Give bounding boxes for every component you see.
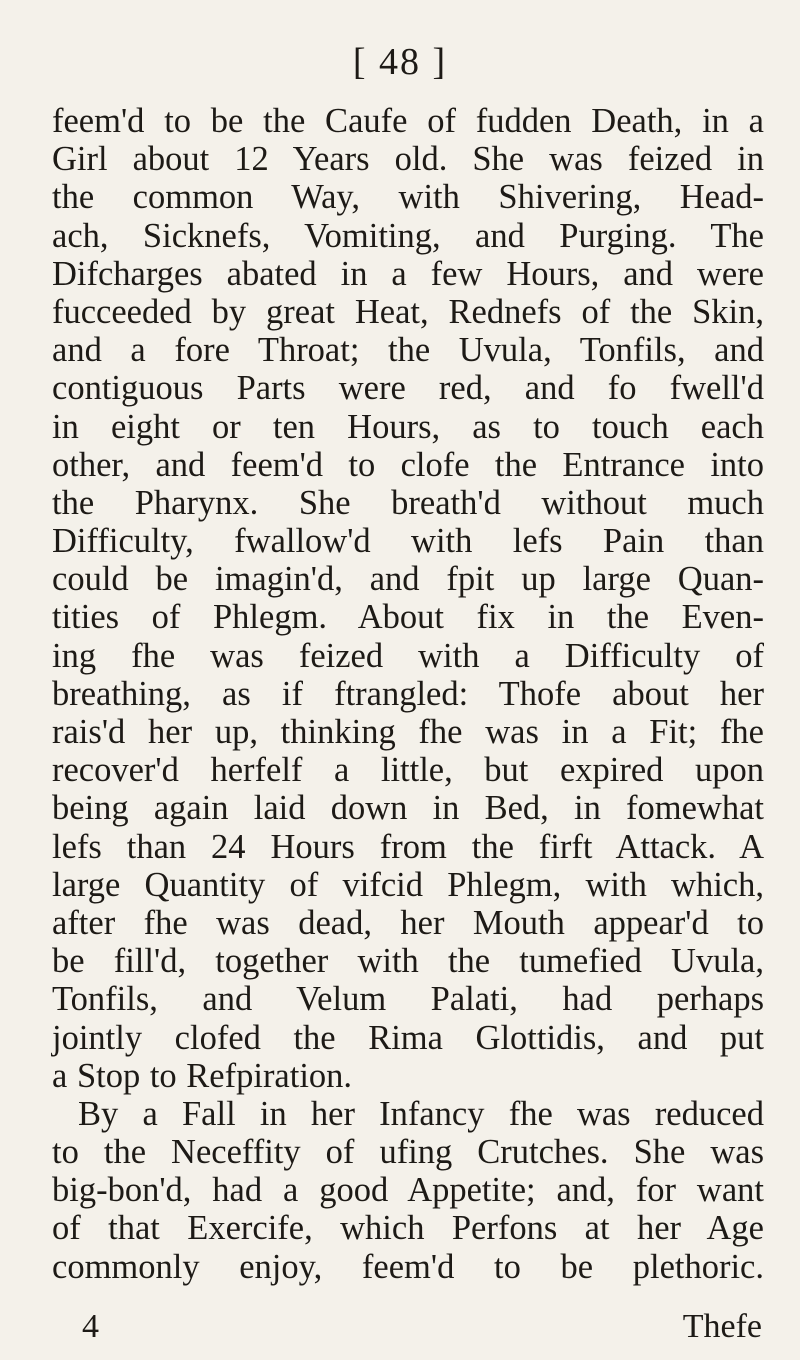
- text-line: a Stop to Refpiration.: [52, 1056, 353, 1095]
- signature-mark: 4: [82, 1308, 99, 1345]
- text-line: and a fore Throat; the Uvula, Tonfils, and: [52, 331, 764, 370]
- body-text: [52, 102, 764, 1286]
- text-line: breathing, as if ftrangled: Thofe about her: [52, 674, 764, 713]
- text-line: the common Way, with Shivering, Head-: [52, 178, 764, 217]
- text-line: Difcharges abated in a few Hours, and were: [52, 254, 764, 293]
- text-line: other, and feem'd to clofe the Entrance into: [52, 445, 764, 484]
- page-footer: [52, 1308, 764, 1348]
- text-line: the Pharynx. She breath'd without much: [52, 483, 764, 522]
- text-line: of that Exercife, which Perfons at her Age: [52, 1209, 764, 1248]
- text-line: Tonfils, and Velum Palati, had perhaps: [52, 980, 764, 1019]
- page-number: [ 48 ]: [352, 41, 448, 83]
- text-line: By a Fall in her Infancy fhe was reduced: [78, 1094, 764, 1133]
- text-line: ach, Sicknefs, Vomiting, and Purging. The: [52, 216, 764, 255]
- text-line: Difficulty, fwallow'd with lefs Pain than: [52, 522, 764, 561]
- text-line: ing fhe was feized with a Difficulty of: [52, 636, 764, 675]
- text-line: being again laid down in Bed, in fomewhat: [52, 789, 764, 828]
- text-line: lefs than 24 Hours from the firft Attack. A: [52, 827, 764, 866]
- text-line: to the Neceffity of ufing Crutches. She was: [52, 1133, 764, 1172]
- text-line: tities of Phlegm. About fix in the Even-: [52, 598, 764, 637]
- text-line: contiguous Parts were red, and fo fwell'd: [52, 369, 764, 408]
- text-line: jointly clofed the Rima Glottidis, and put: [52, 1018, 764, 1057]
- text-line: Girl about 12 Years old. She was feized in: [52, 140, 764, 179]
- text-line: fucceeded by great Heat, Rednefs of the Skin,: [52, 292, 764, 331]
- text-line: big-bon'd, had a good Appetite; and, for want: [52, 1171, 764, 1210]
- text-line: after fhe was dead, her Mouth appear'd to: [52, 903, 764, 942]
- paragraph-2: [52, 1095, 764, 1286]
- text-line: commonly enjoy, feem'd to be plethoric.: [52, 1247, 764, 1286]
- text-line: in eight or ten Hours, as to touch each: [52, 407, 764, 446]
- text-line: rais'd her up, thinking fhe was in a Fit; fhe: [52, 713, 764, 751]
- catchword: Thefe: [682, 1308, 762, 1345]
- text-line: large Quantity of vifcid Phlegm, with which,: [52, 865, 764, 904]
- text-line: recover'd herfelf a little, but expired upon: [52, 751, 764, 790]
- text-line: be fill'd, together with the tumefied Uvula,: [52, 942, 764, 981]
- paragraph-1: [52, 102, 764, 1095]
- text-line: could be imagin'd, and fpit up large Quan-: [52, 560, 764, 599]
- text-line: feem'd to be the Caufe of fudden Death, in a: [52, 102, 764, 140]
